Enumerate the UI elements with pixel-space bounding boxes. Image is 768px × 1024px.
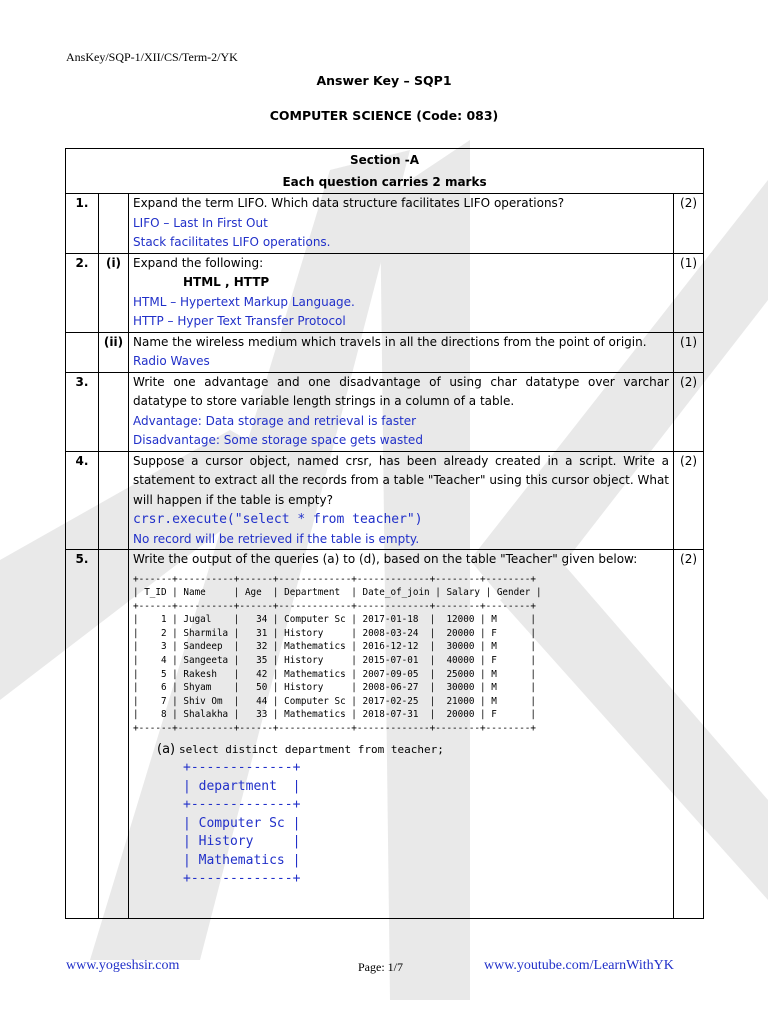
question-number: 4. <box>66 451 99 550</box>
query-a <box>133 740 669 760</box>
question-text: Suppose a cursor object, named crsr, has been already created in a script. Write a statement to extract all the records from a table "Teacher" using this cursor object. What will happen if the table is empty? <box>133 453 669 507</box>
question-number <box>66 332 99 372</box>
question-number: 1. <box>66 194 99 254</box>
subject-title: COMPUTER SCIENCE (Code: 083) <box>269 108 499 123</box>
question-row-2ii <box>66 332 704 372</box>
question-cell <box>129 550 674 919</box>
sub-part-cell <box>99 372 129 451</box>
answer-line: Radio Waves <box>133 354 210 368</box>
marks: (2) <box>674 451 704 550</box>
question-number: 5. <box>66 550 99 919</box>
query-sql: select distinct department from teacher; <box>178 742 444 756</box>
marks: (2) <box>674 194 704 254</box>
question-text: Write one advantage and one disadvantage of using char datatype over varchar datatype to store variable length strings in a column of a table. <box>133 374 669 408</box>
answer-line: LIFO – Last In First Out <box>133 215 268 230</box>
sub-part-cell <box>99 194 129 254</box>
question-row-2i <box>66 253 704 332</box>
document-reference: AnsKey/SQP-1/XII/CS/Term-2/YK <box>66 50 238 64</box>
sub-part-label: (ii) <box>99 332 129 372</box>
section-header-row <box>66 149 704 194</box>
document-title: Answer Key – SQP1 <box>316 73 452 88</box>
code-answer: crsr.execute("select * from teacher") <box>133 512 423 527</box>
question-text: Name the wireless medium which travels in all the directions from the point of origin. <box>133 334 647 349</box>
expand-terms: HTML , HTTP <box>183 275 270 289</box>
marks: (2) <box>674 550 704 919</box>
marks: (1) <box>674 332 704 372</box>
page-number: Page: 1/7 <box>358 960 403 974</box>
question-cell <box>129 332 674 372</box>
query-label: (a) <box>157 741 176 757</box>
question-text: Write the output of the queries (a) to (d), based on the table "Teacher" given below: <box>133 552 638 566</box>
question-cell <box>129 451 674 550</box>
question-text: Expand the following: <box>133 255 264 270</box>
answer-line: HTTP – Hyper Text Transfer Protocol <box>133 314 346 328</box>
sub-part-label: (i) <box>99 253 129 332</box>
question-number: 2. <box>66 253 99 332</box>
question-row-5 <box>66 550 704 919</box>
teacher-table-text: +------+----------+------+-------------+-------------+--------+--------+ | T_ID | Name | Age | Department | Date_of_join | Salary | Gender | +------+----------+------+-------------+-------------+--------+--------+ | 1 | Jugal | 34 | Computer Sc | 2017-01-18 | 12000 | M | | 2 | Sharmila | 31 | History | 2008-03-24 | 20000 | F | | 3 | Sandeep | 32 | Mathematics | 2016-12-12 | 30000 | M | | 4 | Sangeeta | 35 | History | 2015-07-01 | 40000 | F | | 5 | Rakesh | 42 | Mathematics | 2007-09-05 | 25000 | M | | 6 | Shyam | 50 | History | 2008-06-27 | 30000 | M | | 7 | Shiv Om | 44 | Computer Sc | 2017-02-25 | 21000 | M | | 8 | Shalakha | 33 | Mathematics | 2018-07-31 | 20000 | F | +------+----------+------+-------------+-------------+--------+--------+ <box>133 573 542 735</box>
question-cell <box>129 253 674 332</box>
answer-line: No record will be retrieved if the table is empty. <box>133 531 420 546</box>
question-cell <box>129 372 674 451</box>
question-row-1 <box>66 194 704 254</box>
question-row-4 <box>66 451 704 550</box>
answer-line: HTML – Hypertext Markup Language. <box>133 294 355 309</box>
answer-table <box>65 148 704 919</box>
section-name: Section -A <box>350 153 419 167</box>
query-output: +-------------+ | department | +-------------+ | Computer Sc | | History | | Mathematics | +-------------+ <box>183 760 301 887</box>
answer-line: Advantage: Data storage and retrieval is faster <box>133 413 417 428</box>
footer-website-link[interactable]: www.yogeshsir.com <box>66 958 180 973</box>
answer-line: Stack facilitates LIFO operations. <box>133 235 331 249</box>
section-note: Each question carries 2 marks <box>282 175 487 189</box>
marks: (2) <box>674 372 704 451</box>
question-number: 3. <box>66 372 99 451</box>
section-header <box>66 149 704 194</box>
marks: (1) <box>674 253 704 332</box>
footer-youtube-link[interactable]: www.youtube.com/LearnWithYK <box>484 958 674 973</box>
sub-part-cell <box>99 451 129 550</box>
sub-part-cell <box>99 550 129 919</box>
question-text: Expand the term LIFO. Which data structure facilitates LIFO operations? <box>133 196 565 210</box>
question-cell <box>129 194 674 254</box>
question-row-3 <box>66 372 704 451</box>
answer-line: Disadvantage: Some storage space gets wasted <box>133 433 423 447</box>
